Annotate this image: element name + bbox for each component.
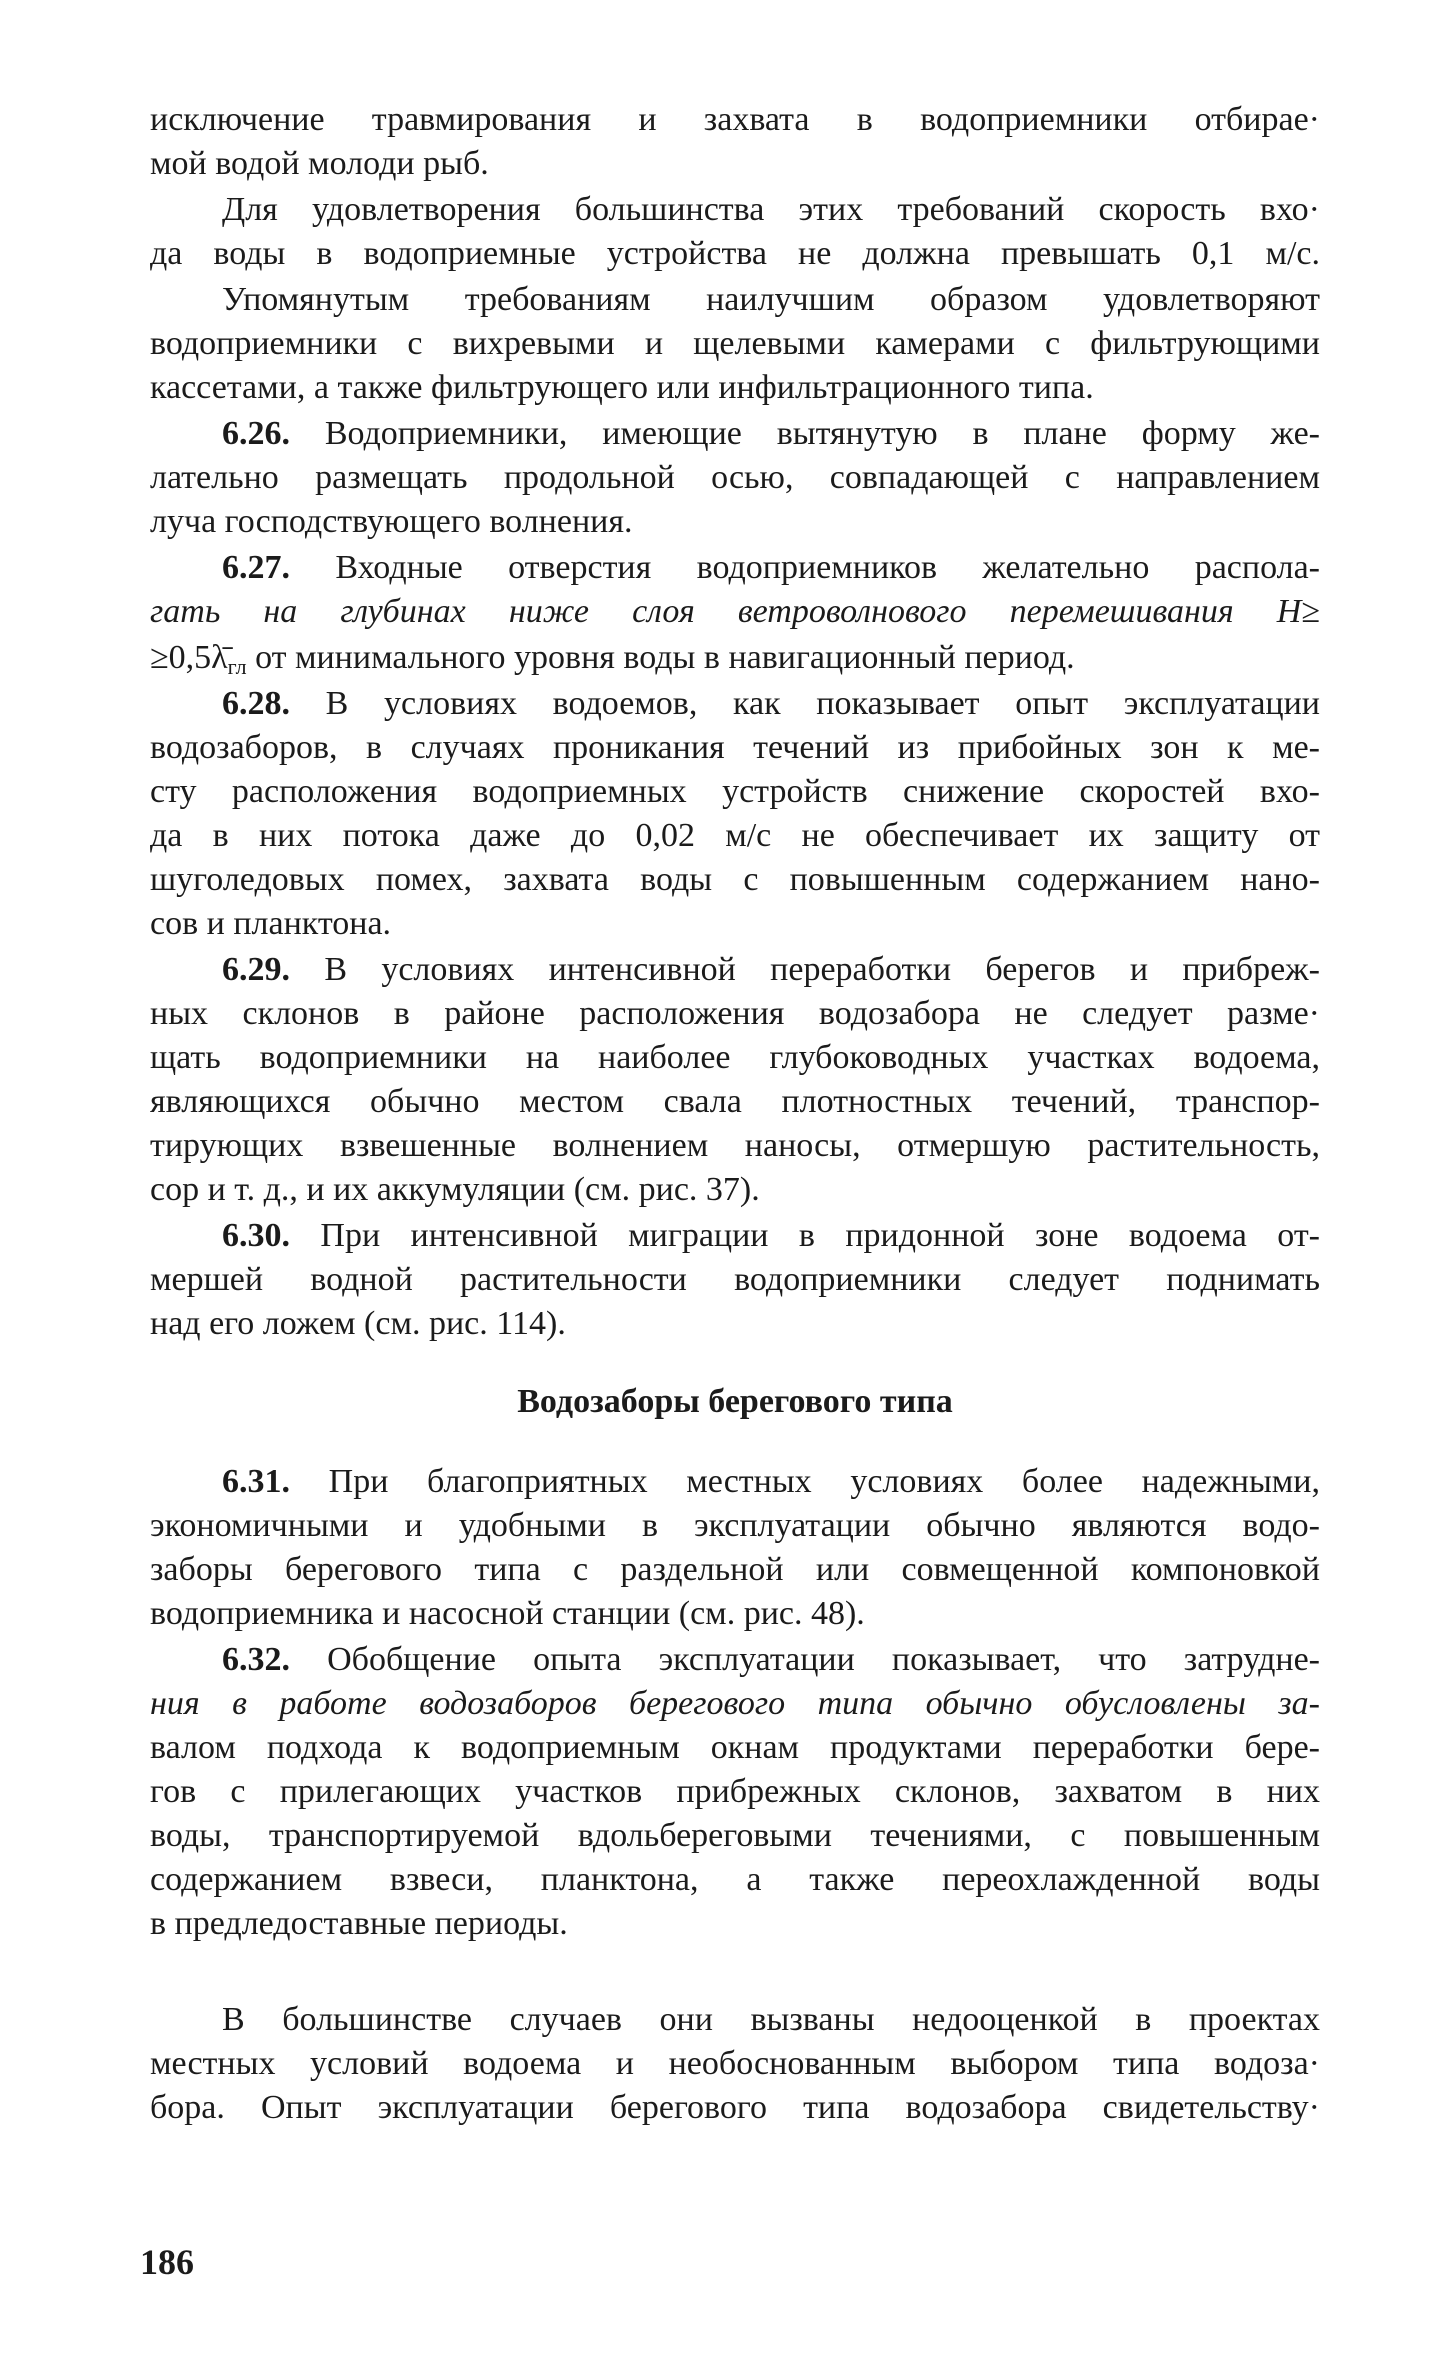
paragraph-6-28-line: 6.28. В условиях водоемов, как показывает опыт эксплуатации <box>222 685 1320 722</box>
text-line: да в них потока даже до 0,02 м/с не обеспечивает их защиту от <box>150 817 1320 854</box>
text-line: В большинстве случаев они вызваны недооценкой в проектах <box>222 2001 1320 2038</box>
text-line: водоприемники с вихревыми и щелевыми камерами с фильтрующими <box>150 325 1320 362</box>
section-number: 6.32. <box>222 1641 290 1678</box>
formula-line: $\ge 0,5\lambdā_{гл}$ от минимального уровня воды в навигационный период. <box>150 639 1075 679</box>
formula-relation: ≥ <box>150 639 169 676</box>
text-line: водозаборов, в случаях проникания течений из прибойных зон к ме- <box>150 729 1320 766</box>
text-line: лательно размещать продольной осью, совпадающей с направлением <box>150 459 1320 496</box>
text-line: да воды в водоприемные устройства не должна превышать 0,1 м/с. <box>150 235 1320 272</box>
text-line: щать водоприемники на наиболее глубоководных участках водоема, <box>150 1039 1320 1076</box>
text-line: ния в работе водозаборов берегового типа обычно обусловлены за- <box>150 1685 1320 1722</box>
paragraph-6-29-line: 6.29. В условиях интенсивной переработки берегов и прибреж- <box>222 951 1320 988</box>
paragraph-6-31-line: 6.31. При благоприятных местных условиях более надежными, <box>222 1463 1320 1500</box>
text-line: валом подхода к водоприемным окнам продуктами переработки бере- <box>150 1729 1320 1766</box>
formula-subscript: гл <box>227 654 247 679</box>
text-line: шуголедовых помех, захвата воды с повышенным содержанием нано- <box>150 861 1320 898</box>
text-line: заборы берегового типа с раздельной или совмещенной компоновкой <box>150 1551 1320 1588</box>
text-line: экономичными и удобными в эксплуатации обычно являются водо- <box>150 1507 1320 1544</box>
text-line: гать на глубинах ниже слоя ветроволнового перемешивания H≥ <box>150 593 1320 630</box>
paragraph-6-26-line: 6.26. Водоприемники, имеющие вытянутую в плане форму же- <box>222 415 1320 452</box>
text-line: гов с прилегающих участков прибрежных склонов, захватом в них <box>150 1773 1320 1810</box>
text-line: мой водой молоди рыб. <box>150 145 489 182</box>
section-number: 6.29. <box>222 951 290 988</box>
text-line: Упомянутым требованиям наилучшим образом удовлетворяют <box>222 281 1320 318</box>
text-line: исключение травмирования и захвата в водоприемники отбирае· <box>150 101 1320 138</box>
text-line: воды, транспортируемой вдольбереговыми течениями, с повышенным <box>150 1817 1320 1854</box>
text-line: в предледоставные периоды. <box>150 1905 568 1942</box>
section-number: 6.28. <box>222 685 290 722</box>
text-line: сов и планктона. <box>150 905 392 942</box>
paragraph-6-32-line: 6.32. Обобщение опыта эксплуатации показывает, что затрудне- <box>222 1641 1320 1678</box>
section-number: 6.26. <box>222 415 290 452</box>
section-number: 6.30. <box>222 1217 290 1254</box>
text-line: над его ложем (см. рис. 114). <box>150 1305 566 1342</box>
text-line: бора. Опыт эксплуатации берегового типа водозабора свидетельству· <box>150 2089 1320 2126</box>
section-number: 6.31. <box>222 1463 290 1500</box>
text-line: сту расположения водоприемных устройств снижение скоростей вхо- <box>150 773 1320 810</box>
text-line: кассетами, а также фильтрующего или инфильтрационного типа. <box>150 369 1094 406</box>
text-line: ных склонов в районе расположения водозабора не следует разме· <box>150 995 1320 1032</box>
section-heading: Водозаборы берегового типа <box>517 1383 953 1420</box>
paragraph-6-27-line: 6.27. Входные отверстия водоприемников желательно распола- <box>222 549 1320 586</box>
text-line: сор и т. д., и их аккумуляции (см. рис. 37). <box>150 1171 760 1208</box>
page-number: 186 <box>140 2242 194 2282</box>
text-line: Для удовлетворения большинства этих требований скорость вхо· <box>222 191 1320 228</box>
text-line: тирующих взвешенные волнением наносы, отмершую растительность, <box>150 1127 1320 1164</box>
formula-lambda: λ̄ <box>211 639 228 676</box>
text-line: местных условий водоема и необоснованным выбором типа водоза· <box>150 2045 1320 2082</box>
formula-relation: ≥ <box>1301 593 1320 630</box>
text-line: содержанием взвеси, планктона, а также переохлажденной воды <box>150 1861 1320 1898</box>
text-line: водоприемника и насосной станции (см. рис. 48). <box>150 1595 865 1632</box>
paragraph-6-30-line: 6.30. При интенсивной миграции в придонной зоне водоема от- <box>222 1217 1321 1254</box>
formula-symbol: H <box>1276 593 1302 630</box>
text-line: луча господствующего волнения. <box>150 503 633 540</box>
text-line: мершей водной растительности водоприемники следует поднимать <box>150 1261 1320 1298</box>
section-number: 6.27. <box>222 549 290 586</box>
text-line: являющихся обычно местом свала плотностных течений, транспор- <box>150 1083 1320 1120</box>
